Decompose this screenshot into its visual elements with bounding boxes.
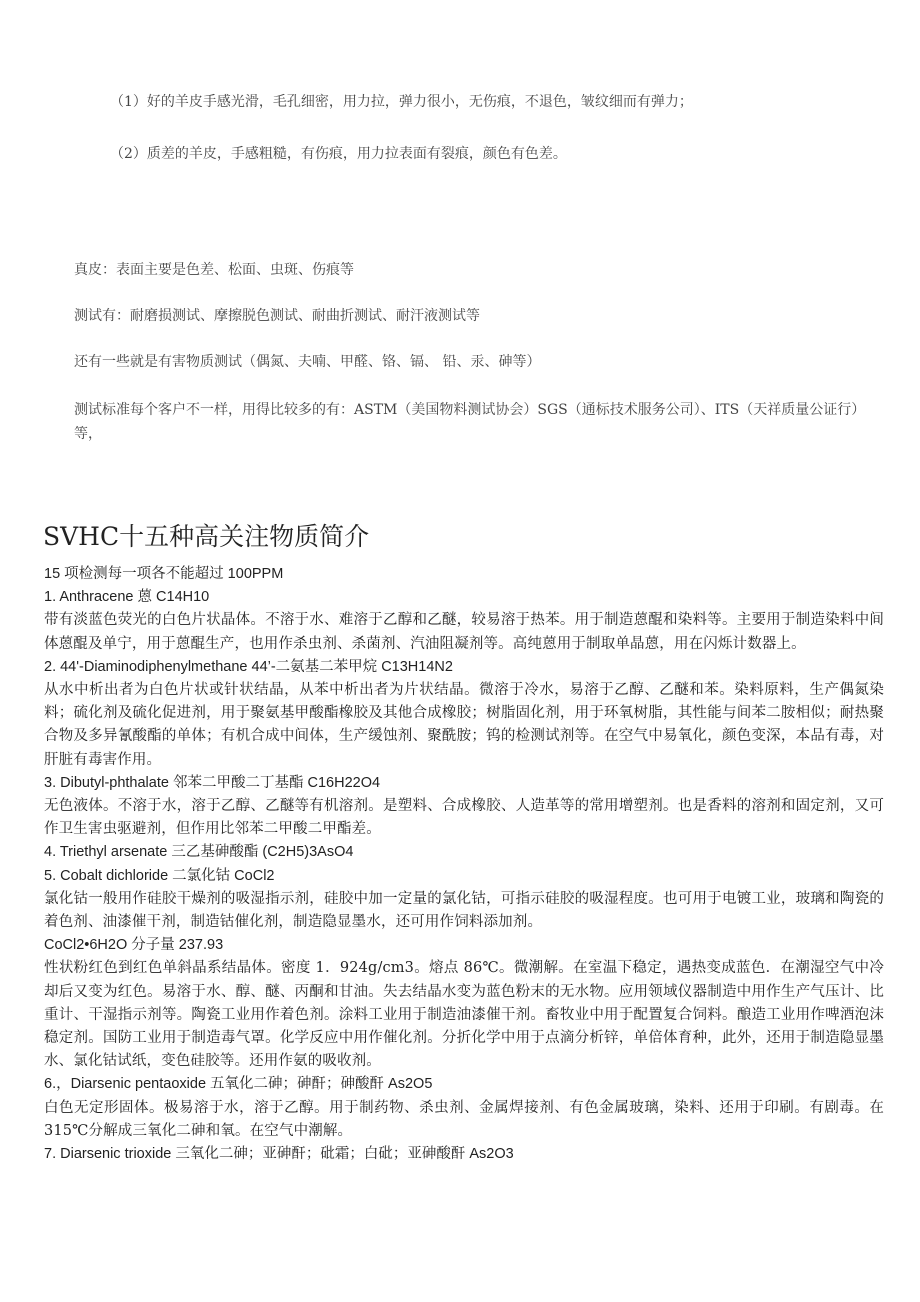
item-title: 6.，Diarsenic pentaoxide 五氧化二砷；砷酐；砷酸酐 As2O5 [44,1076,433,1093]
intro-paragraph-3: 真皮：表面主要是色差、松面、虫斑、伤痕等 [74,262,354,278]
section-heading: SVHC十五种高关注物质简介 [43,522,370,551]
item-description: 带有淡蓝色荧光的白色片状晶体。不溶于水、难溶于乙醇和乙醚，较易溶于热苯。用于制造蒽醌和染料等。主要用于制造染料中间体蒽醌及单宁，用于蒽醌生产，也用作杀虫剂、杀菌剂、汽油阻凝剂等。高纯蒽用于制取单晶蒽，用在闪烁计数器上。 [44,612,884,652]
item-title: 3. Dibutyl-phthalate 邻苯二甲酸二丁基酯 C16H22O4 [44,774,381,791]
item-title: 5. Cobalt dichloride 二氯化钴 CoCl2 [44,867,275,884]
svhc-list [44,563,884,1166]
intro-paragraph-4: 测试有：耐磨损测试、摩擦脱色测试、耐曲折测试、耐汗液测试等 [74,308,480,324]
intro-paragraph-5: 还有一些就是有害物质测试（偶氮、夫喃、甲醛、铬、镉、 铅、汞、砷等） [74,354,541,370]
item-description: 性状粉红色到红色单斜晶系结晶体。密度 1．924g/cm3。熔点 86℃。微潮解。在室温下稳定，遇热变成蓝色．在潮湿空气中冷却后又变为红色。易溶于水、醇、醚、丙酮和甘油。失去结晶水变为蓝色粉末的无水物。应用领域仪器制造中用作生产气压计、比重计、干湿指示剂等。陶瓷工业用作着色剂。涂料工业用于制造油漆催干剂。畜牧业中用于配置复合饲料。酿造工业用作啤酒泡沫稳定剂。国防工业用于制造毒气罩。化学反应中用作催化剂。分折化学中用于点滴分析锌，单倍体育种，此外，还用于制造隐显墨水、氯化钴试纸，变色硅胶等。还用作氨的吸收剂。 [44,960,884,1070]
item-description: 从水中析出者为白色片状或针状结晶，从苯中析出者为片状结晶。微溶于冷水，易溶于乙醇、乙醚和苯。染料原料，生产偶氮染料；硫化剂及硫化促进剂，用于聚氨基甲酸酯橡胶及其他合成橡胶；树脂固化剂，用于环氧树脂，其性能与间苯二胺相似；耐热聚合物及多异氰酸酯的单体；有机合成中间体，生产缓蚀剂、聚酰胺；钨的检测试剂等。在空气中易氧化，颜色变深，本品有毒，对肝脏有毒害作用。 [44,682,884,768]
item-title: 1. Anthracene 蒽 C14H10 [44,589,210,606]
item-title: 7. Diarsenic trioxide 三氧化二砷；亚砷酐；砒霜；白砒；亚砷酸酐 As2O3 [44,1146,514,1163]
item-description: 白色无定形固体。极易溶于水，溶于乙醇。用于制药物、杀虫剂、金属焊接剂、有色金属玻璃，染料、还用于印刷。有剧毒。在 315℃分解成三氧化二砷和氧。在空气中潮解。 [44,1099,884,1139]
item-description: 氯化钴一般用作硅胶干燥剂的吸湿指示剂，硅胶中加一定量的氯化钴，可指示硅胶的吸湿程度。也可用于电镀工业，玻璃和陶瓷的着色剂、油漆催干剂，制造钴催化剂，制造隐显墨水，还可用作饲料添加剂。 [44,890,884,931]
item-title: CoCl2•6H2O 分子量 237.93 [44,937,224,954]
intro-paragraph-2: （2）质差的羊皮，手感粗糙，有伤痕，用力拉表面有裂痕，颜色有色差。 [110,146,567,162]
intro-paragraph-6: 测试标准每个客户不一样，用得比较多的有：ASTM（美国物料测试协会）SGS（通标技术服务公司）、ITS（天祥质量公证行）等， [74,402,866,442]
section-subtitle: 15 项检测每一项各不能超过 100PPM [44,566,284,582]
intro-paragraph-1: （1）好的羊皮手感光滑，毛孔细密，用力拉，弹力很小，无伤痕，不退色，皱纹细而有弹力； [110,94,693,110]
item-title: 2. 44'-Diaminodiphenylmethane 44’-二氨基二苯甲烷 C13H14N2 [44,658,453,675]
item-description: 无色液体。不溶于水，溶于乙醇、乙醚等有机溶剂。是塑料、合成橡胶、人造革等的常用增塑剂。也是香料的溶剂和固定剂，又可作卫生害虫驱避剂，但作用比邻苯二甲酸二甲酯差。 [44,798,884,838]
item-title: 4. Triethyl arsenate 三乙基砷酸酯 (C2H5)3AsO4 [44,844,354,861]
